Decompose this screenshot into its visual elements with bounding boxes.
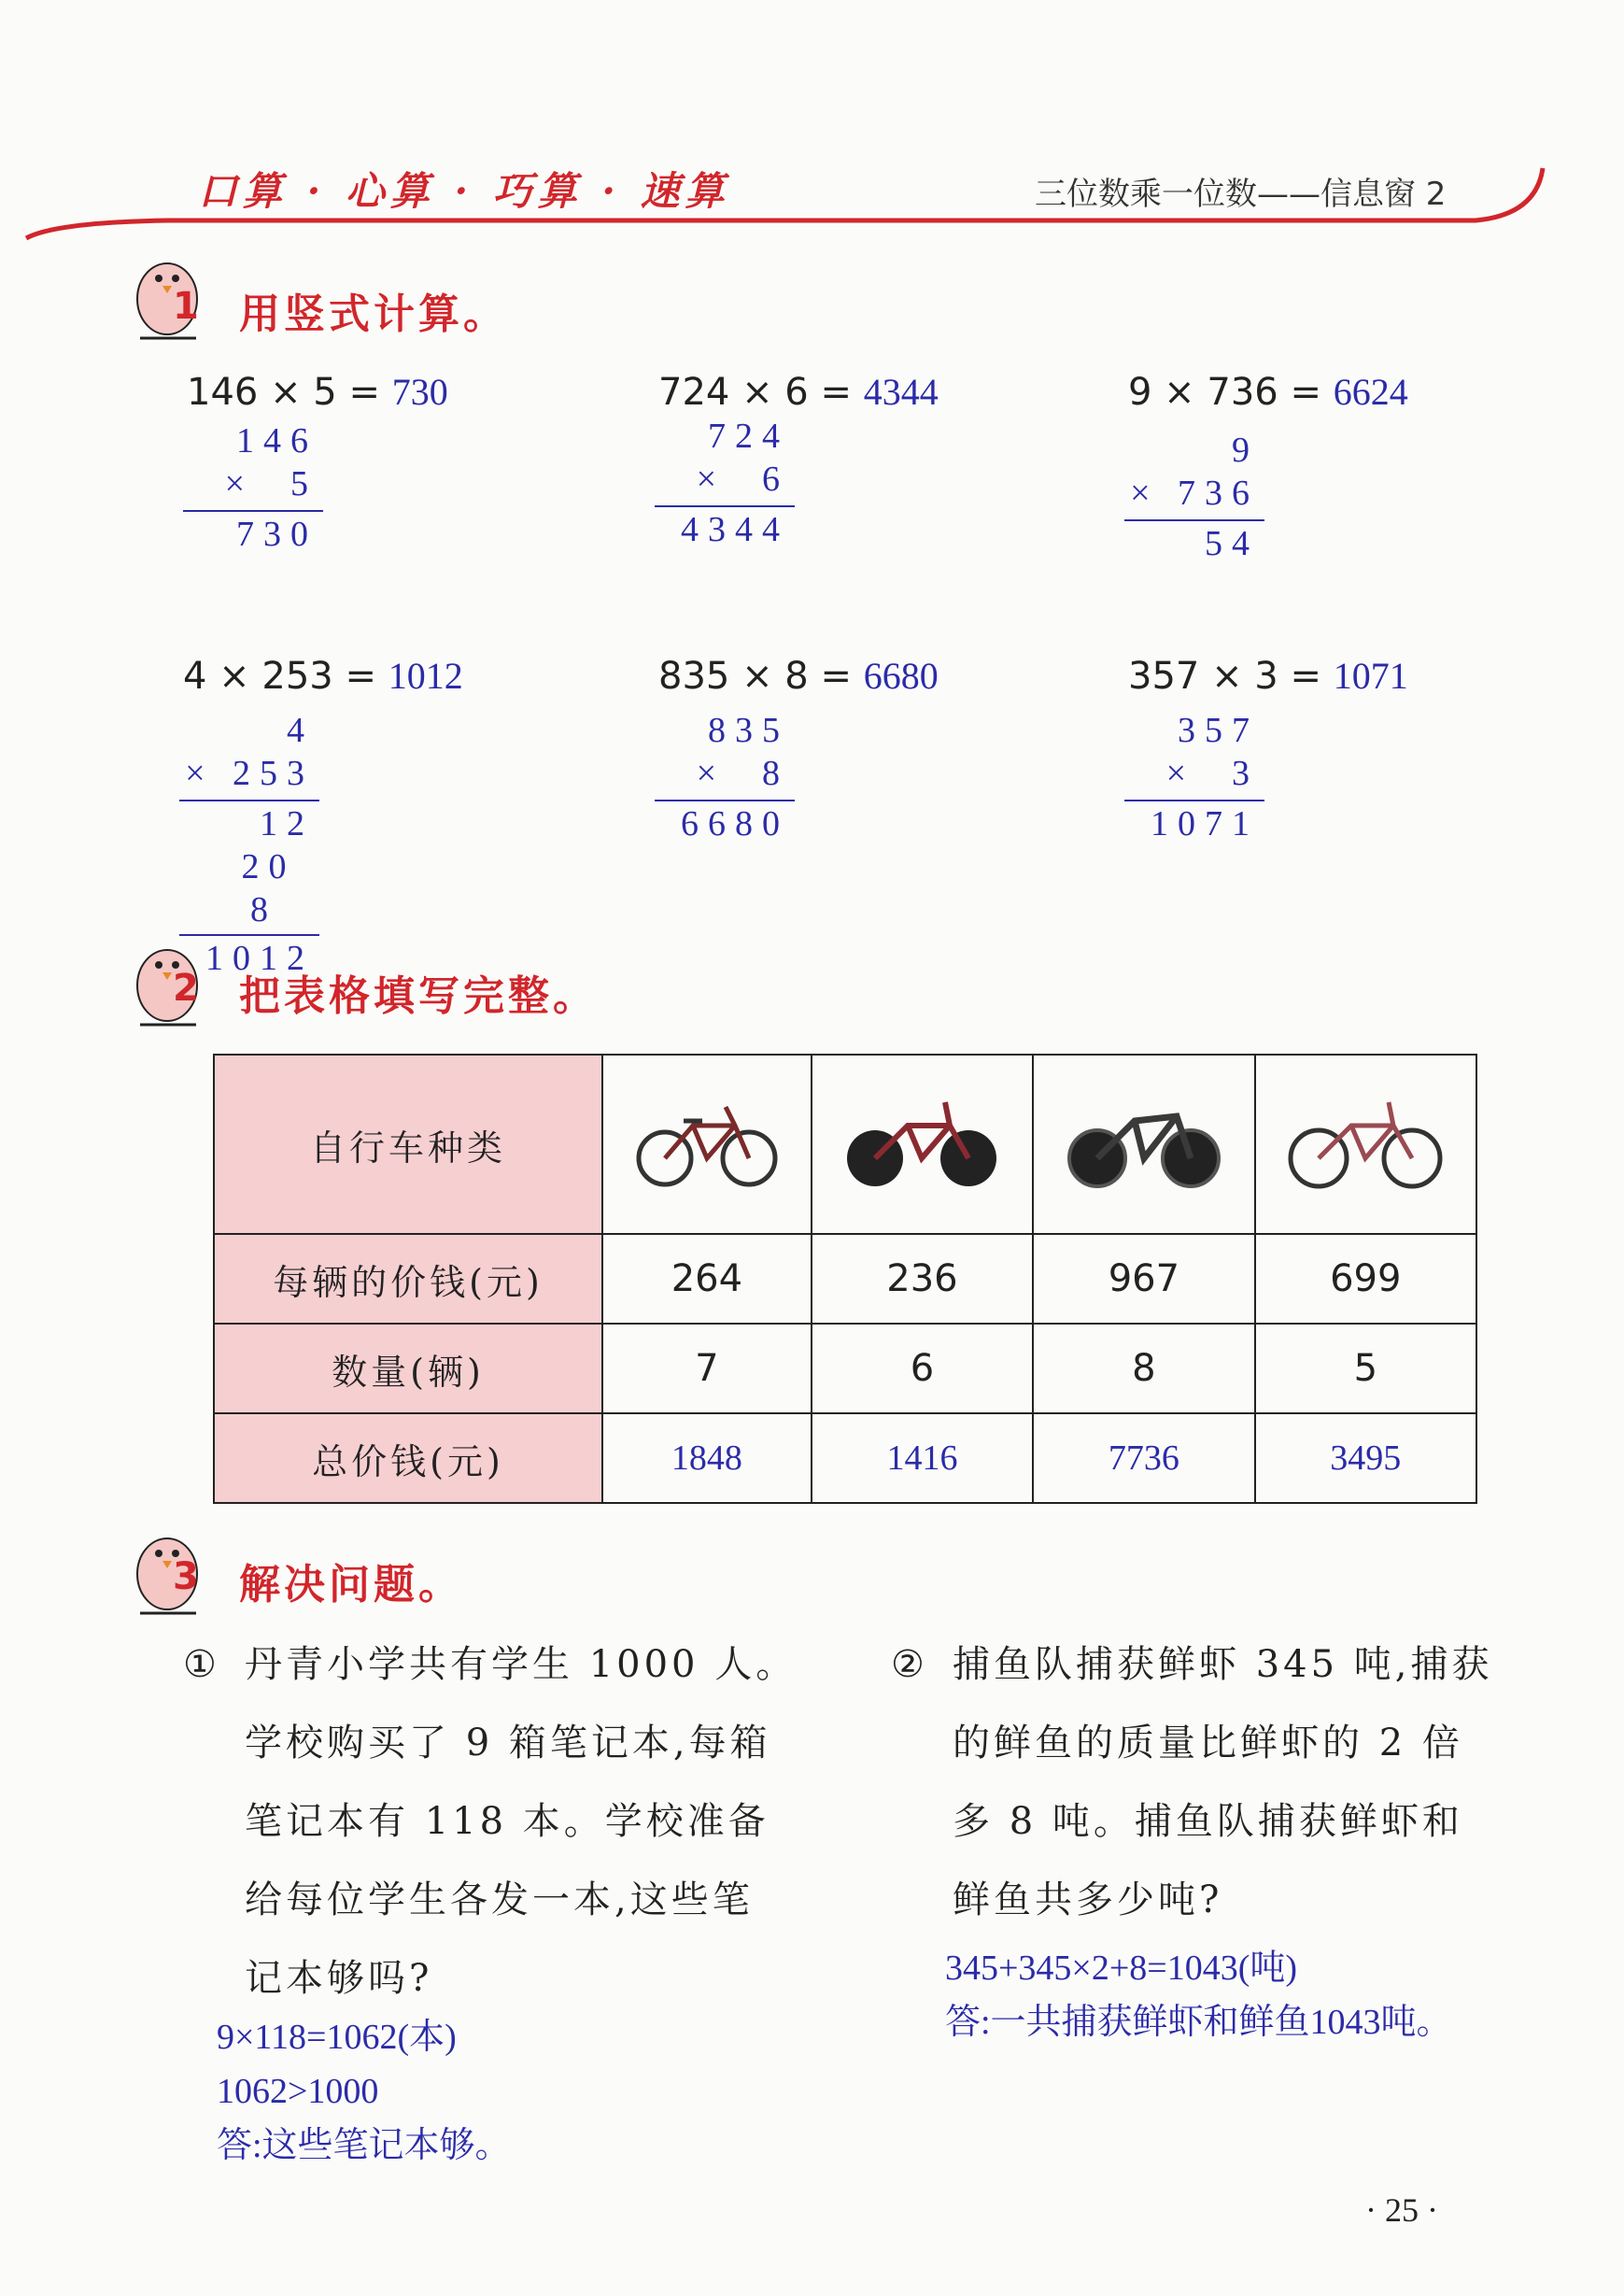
quantity-cell: 7 [602, 1324, 812, 1413]
equation-4: 4 × 253 = 1012 [183, 655, 463, 698]
total-cell: 3495 [1255, 1413, 1476, 1503]
section1-number: 1 [173, 285, 199, 328]
price-cell: 264 [602, 1234, 812, 1324]
bicycle-2-image [812, 1055, 1033, 1234]
section2-number: 2 [173, 967, 199, 1010]
vertical-calc-2: 724 × 6 4344 [649, 416, 789, 556]
header-right-title: 三位数乘一位数——信息窗 2 [1035, 176, 1447, 213]
price-cell: 236 [812, 1234, 1033, 1324]
equation-2: 724 × 6 = 4344 [658, 371, 939, 414]
quantity-cell: 8 [1033, 1324, 1254, 1413]
problem-1-answer: 9×118=1062(本) 1062>1000 答:这些笔记本够。 [217, 2018, 511, 2165]
page-number: · 25 · [1365, 2191, 1438, 2229]
equation-3: 9 × 736 = 6624 [1128, 371, 1408, 414]
bicycle-1-image [602, 1055, 812, 1234]
section3-title: 解决问题。 [239, 1561, 463, 1609]
equation-6: 357 × 3 = 1071 [1128, 655, 1408, 698]
row-label-total: 总价钱(元) [214, 1413, 602, 1503]
row-label-quantity: 数量(辆) [214, 1324, 602, 1413]
problem-2-answer: 345+345×2+8=1043(吨) 答:一共捕获鲜虾和鲜鱼1043吨。 [945, 1949, 1452, 2042]
row-label-type: 自行车种类 [214, 1055, 602, 1234]
equation-5: 835 × 8 = 6680 [658, 655, 939, 698]
problem-2-text: 捕鱼队捕获鲜虾 345 吨,捕获 的鲜鱼的质量比鲜虾的 2 倍 多 8 吨。捕鱼队捕获鲜虾和 鲜鱼共多少吨? [953, 1643, 1493, 1921]
vertical-calc-1: 146 × 5 730 [177, 420, 318, 560]
total-cell: 1416 [812, 1413, 1033, 1503]
header-left-title: 口算 · 心算 · 巧算 · 速算 [198, 168, 730, 214]
bicycle-3-image [1033, 1055, 1254, 1234]
equation-1: 146 × 5 = 730 [187, 371, 448, 414]
header-red-curve [19, 159, 1550, 252]
row-label-price: 每辆的价钱(元) [214, 1234, 602, 1324]
quantity-cell: 6 [812, 1324, 1033, 1413]
price-cell: 699 [1255, 1234, 1476, 1324]
section1-title: 用竖式计算。 [239, 291, 508, 338]
quantity-cell: 5 [1255, 1324, 1476, 1413]
bicycle-4-image [1255, 1055, 1476, 1234]
bicycle-table [213, 1054, 1477, 1504]
vertical-calc-3: 9 × 736 54 [1119, 430, 1259, 570]
problem-2-marker: ② [891, 1643, 928, 1686]
vertical-calc-5: 835 × 8 6680 [649, 710, 789, 850]
price-cell: 967 [1033, 1234, 1254, 1324]
total-cell: 1848 [602, 1413, 812, 1503]
vertical-calc-6: 357 × 3 1071 [1119, 710, 1259, 850]
problem-1-text: 丹青小学共有学生 1000 人。 学校购买了 9 箱笔记本,每箱 笔记本有 118 本。学校准备 给每位学生各发一本,这些笔 记本够吗? [245, 1643, 798, 2000]
vertical-calc-4: 4 × 253 12 20 8 1012 [174, 710, 314, 981]
section3-number: 3 [173, 1555, 199, 1598]
total-cell: 7736 [1033, 1413, 1254, 1503]
problem-1-marker: ① [183, 1643, 220, 1686]
section2-title: 把表格填写完整。 [239, 972, 598, 1020]
